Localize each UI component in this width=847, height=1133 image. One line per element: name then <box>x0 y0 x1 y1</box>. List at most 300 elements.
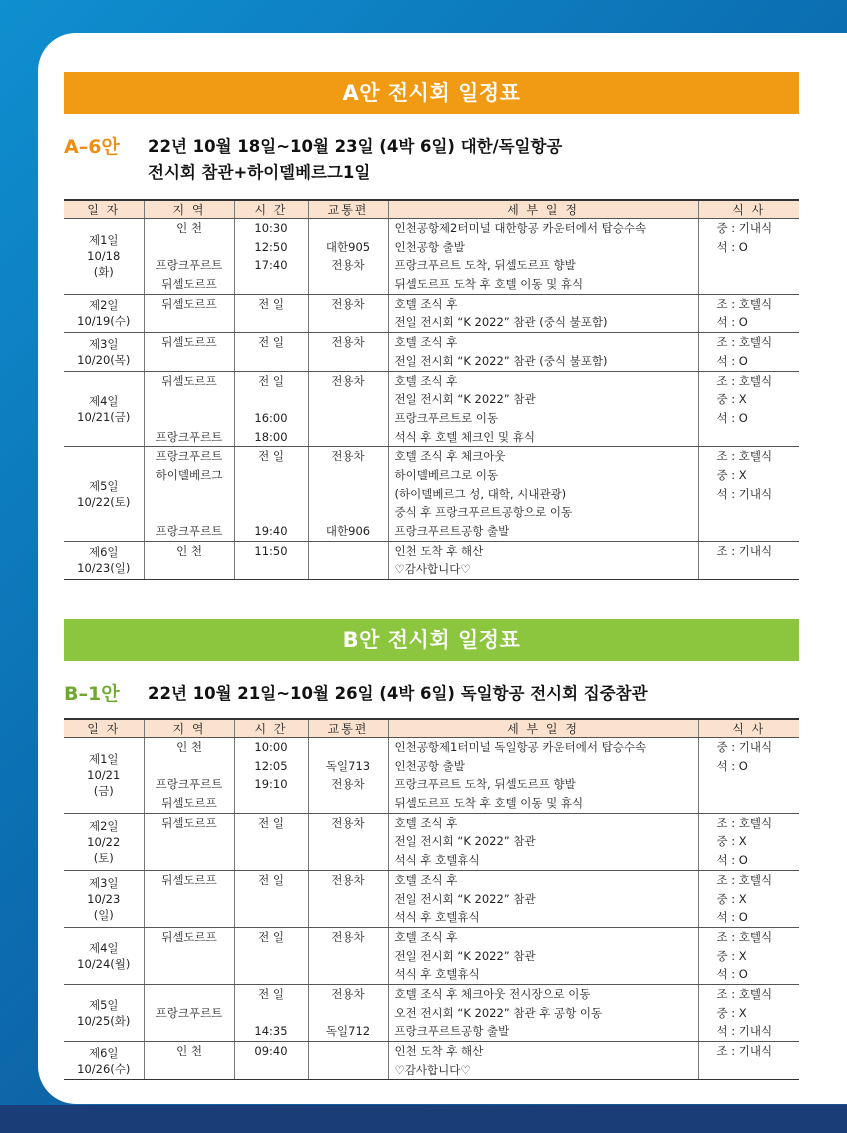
time-line <box>235 947 308 966</box>
day-detail-cell <box>388 813 698 870</box>
day-transport-cell <box>308 219 388 295</box>
region-line: 뒤셀도르프 <box>161 796 217 811</box>
meal-line: 조 : 호텔식 <box>716 449 773 464</box>
schedule-table-b <box>64 718 799 1080</box>
day-detail-cell <box>388 294 698 332</box>
day-region-cell <box>144 333 234 371</box>
region-line <box>145 409 234 428</box>
day-meal-cell <box>698 984 799 1041</box>
time-line: 11:50 <box>254 543 288 558</box>
transport-line <box>309 851 388 870</box>
region-line: 인 천 <box>176 740 202 754</box>
day-date-cell <box>64 1042 144 1080</box>
day-time-cell <box>234 541 308 579</box>
region-line <box>145 485 234 504</box>
transport-line <box>309 890 388 909</box>
meal-line: 중 : 기내식 <box>716 221 773 235</box>
day-date-text: (금) <box>93 784 114 799</box>
time-line: 12:05 <box>254 758 288 773</box>
day-row <box>64 813 799 870</box>
detail-line: 프랑크푸르트 도착, 뒤셀도르프 향발 <box>394 258 576 273</box>
transport-line: 전용차 <box>331 373 365 388</box>
meal-line <box>699 428 800 447</box>
day-detail-cell <box>388 219 698 295</box>
day-time-cell <box>234 447 308 541</box>
section-b-title-line-1: 22년 10월 21일~10월 26일 (4박 6일) 독일항공 전시회 집중참관 <box>148 684 648 703</box>
time-line: 09:40 <box>254 1044 288 1058</box>
time-line <box>235 503 308 522</box>
meal-line <box>699 794 800 813</box>
time-line: 19:10 <box>254 777 288 792</box>
day-date-cell <box>64 294 144 332</box>
meal-line: 중 : X <box>716 891 747 906</box>
transport-line: 독일713 <box>325 758 371 773</box>
day-time-cell <box>234 813 308 870</box>
detail-line: 중식 후 프랑크푸르트공항으로 이동 <box>394 505 573 520</box>
detail-line: 하이델베르그로 이동 <box>394 467 499 482</box>
day-date-text: 제1일 <box>88 233 119 248</box>
time-line: 전 일 <box>258 929 284 944</box>
time-line <box>235 352 308 371</box>
meal-line: 조 : 호텔식 <box>716 815 773 830</box>
day-transport-cell <box>308 738 388 814</box>
day-date-text: 제2일 <box>88 298 119 313</box>
detail-line: 석식 후 호텔휴식 <box>394 853 480 868</box>
header-region: 지 역 <box>144 200 234 219</box>
meal-line: 석 : O <box>716 758 748 773</box>
day-date-text: 제1일 <box>88 752 119 767</box>
transport-line: 대한905 <box>325 239 371 254</box>
day-region-cell <box>144 984 234 1041</box>
header-meal: 식 사 <box>698 200 799 219</box>
region-line: 인 천 <box>176 543 202 558</box>
day-date-cell <box>64 219 144 295</box>
transport-line: 전용차 <box>331 335 365 350</box>
day-region-cell <box>144 219 234 295</box>
day-meal-cell <box>698 447 799 541</box>
day-meal-cell <box>698 738 799 814</box>
detail-line: 프랑크푸르트 도착, 뒤셀도르프 향발 <box>394 777 576 792</box>
day-transport-cell <box>308 371 388 447</box>
transport-line <box>309 738 388 757</box>
detail-line: 인천공항제1터미널 독일항공 카운터에서 탑승수속 <box>394 740 647 754</box>
day-row <box>64 927 799 984</box>
detail-line: 인천 도착 후 해산 <box>394 1044 484 1058</box>
day-date-cell <box>64 738 144 814</box>
meal-line: 조 : 호텔식 <box>716 986 773 1001</box>
detail-line: 오전 전시회 “K 2022” 참관 후 공항 이동 <box>394 1005 603 1020</box>
day-row <box>64 1042 799 1080</box>
detail-line: 전일 전시회 “K 2022” 참관 <box>394 834 536 849</box>
detail-line: 호텔 조식 후 체크아웃 전시장으로 이동 <box>394 986 591 1001</box>
section-a-code: A–6안 <box>64 136 120 158</box>
meal-line: 조 : 호텔식 <box>716 872 773 887</box>
meal-line: 조 : 호텔식 <box>716 296 773 311</box>
day-meal-cell <box>698 541 799 579</box>
day-date-text: 제2일 <box>88 818 119 833</box>
transport-line <box>309 428 388 447</box>
detail-line: 프랑크푸르트공항 출발 <box>394 1024 510 1039</box>
day-meal-cell <box>698 333 799 371</box>
meal-line: 석 : O <box>716 239 748 254</box>
meal-line <box>699 275 800 294</box>
meal-line: 조 : 호텔식 <box>716 373 773 388</box>
day-transport-cell <box>308 813 388 870</box>
day-detail-cell <box>388 333 698 371</box>
region-line: 뒤셀도르프 <box>161 277 217 292</box>
day-date-cell <box>64 870 144 927</box>
day-time-cell <box>234 927 308 984</box>
region-line: 프랑크푸르트 <box>155 524 223 538</box>
day-region-cell <box>144 870 234 927</box>
day-date-text: (화) <box>93 265 114 280</box>
meal-line: 석 : O <box>716 410 748 425</box>
region-line <box>145 352 234 371</box>
detail-line: 인천공항 출발 <box>394 239 465 254</box>
meal-line: 중 : X <box>716 1005 747 1020</box>
day-date-text: 10/23(일) <box>77 561 131 576</box>
day-date-cell <box>64 984 144 1041</box>
detail-line: ♡감사합니다♡ <box>394 562 471 577</box>
time-line: 10:00 <box>254 740 288 754</box>
day-row <box>64 371 799 447</box>
time-line: 전 일 <box>258 986 284 1001</box>
day-time-cell <box>234 870 308 927</box>
transport-line: 전용차 <box>331 986 365 1001</box>
day-date-text: 10/19(수) <box>77 314 131 329</box>
detail-line: 프랑크푸르트공항 출발 <box>394 524 510 538</box>
region-line: 프랑크푸르트 <box>155 429 223 444</box>
day-region-cell <box>144 738 234 814</box>
region-line: 프랑크푸르트 <box>155 777 223 792</box>
day-detail-cell <box>388 371 698 447</box>
section-a-heading <box>64 134 799 188</box>
transport-line <box>309 542 388 561</box>
day-row <box>64 219 799 295</box>
meal-line: 조 : 호텔식 <box>716 929 773 944</box>
transport-line: 전용차 <box>331 296 365 311</box>
detail-line: 전일 전시회 “K 2022” 참관 (중식 불포함) <box>394 315 608 330</box>
day-region-cell <box>144 371 234 447</box>
header-region: 지 역 <box>144 719 234 738</box>
transport-line: 전용차 <box>331 449 365 464</box>
transport-line: 전용차 <box>331 777 365 792</box>
meal-line <box>699 522 800 541</box>
transport-line: 전용차 <box>331 258 365 273</box>
day-meal-cell <box>698 927 799 984</box>
detail-line: ♡감사합니다♡ <box>394 1062 471 1077</box>
day-date-text: 제4일 <box>88 393 119 408</box>
transport-line <box>309 352 388 371</box>
day-transport-cell <box>308 927 388 984</box>
section-b-banner: B안 전시회 일정표 <box>64 619 799 661</box>
meal-line: 석 : 기내식 <box>716 486 773 501</box>
day-time-cell <box>234 371 308 447</box>
day-transport-cell <box>308 541 388 579</box>
day-date-text: 제3일 <box>88 875 119 890</box>
transport-line <box>309 832 388 851</box>
time-line <box>235 908 308 927</box>
day-meal-cell <box>698 1042 799 1080</box>
header-transport: 교통편 <box>308 200 388 219</box>
detail-line: 전일 전시회 “K 2022” 참관 <box>394 392 536 407</box>
time-line: 전 일 <box>258 296 284 311</box>
day-date-text: 10/21(금) <box>77 409 131 424</box>
detail-line: 프랑크푸르트로 이동 <box>394 410 499 425</box>
transport-line <box>309 794 388 813</box>
meal-line: 석 : O <box>716 315 748 330</box>
day-region-cell <box>144 294 234 332</box>
day-time-cell <box>234 294 308 332</box>
section-b-code: B–1안 <box>64 683 120 705</box>
time-line <box>235 313 308 332</box>
transport-line <box>309 965 388 984</box>
region-line <box>145 890 234 909</box>
day-time-cell <box>234 738 308 814</box>
transport-line <box>309 466 388 485</box>
region-line: 뒤셀도르프 <box>161 296 217 311</box>
day-date-text: 10/18 <box>87 249 121 264</box>
time-line <box>235 890 308 909</box>
detail-line: (하이델베르그 성, 대학, 시내관광) <box>394 486 567 501</box>
region-line <box>145 390 234 409</box>
transport-line <box>309 390 388 409</box>
section-a-title-line-1: 22년 10월 18일~10월 23일 (4박 6일) 대한/독일항공 <box>148 137 563 156</box>
day-date-cell <box>64 813 144 870</box>
header-time: 시 간 <box>234 200 308 219</box>
meal-line <box>699 1061 800 1080</box>
time-line <box>235 851 308 870</box>
transport-line: 전용차 <box>331 815 365 830</box>
day-transport-cell <box>308 1042 388 1080</box>
time-line: 12:50 <box>254 239 288 254</box>
day-region-cell <box>144 447 234 541</box>
day-date-cell <box>64 333 144 371</box>
time-line <box>235 560 308 579</box>
meal-line <box>699 256 800 275</box>
day-date-text: (일) <box>93 907 114 922</box>
day-row <box>64 870 799 927</box>
day-row <box>64 294 799 332</box>
time-line: 전 일 <box>258 335 284 350</box>
day-time-cell <box>234 1042 308 1080</box>
meal-line <box>699 560 800 579</box>
region-line: 프랑크푸르트 <box>155 1005 223 1020</box>
schedule-table-a <box>64 199 799 580</box>
transport-line: 전용차 <box>331 929 365 944</box>
detail-line: 인천공항 출발 <box>394 758 465 773</box>
region-line <box>145 908 234 927</box>
region-line: 하이델베르그 <box>155 467 223 482</box>
header-date: 일 자 <box>64 719 144 738</box>
day-time-cell <box>234 984 308 1041</box>
meal-line: 석 : O <box>716 353 748 368</box>
region-line <box>145 851 234 870</box>
header-transport: 교통편 <box>308 719 388 738</box>
day-meal-cell <box>698 371 799 447</box>
meal-line: 조 : 기내식 <box>716 543 773 558</box>
detail-line: 호텔 조식 후 체크아웃 <box>394 449 506 464</box>
section-a-title-line-2: 전시회 참관+하이델베르그1일 <box>148 163 371 182</box>
detail-line: 호텔 조식 후 <box>394 872 458 887</box>
transport-line <box>309 1004 388 1023</box>
header-detail: 세 부 일 정 <box>388 200 698 219</box>
transport-line: 대한906 <box>325 524 371 538</box>
detail-line: 호텔 조식 후 <box>394 296 458 311</box>
day-date-text: (토) <box>93 850 114 865</box>
time-line <box>235 794 308 813</box>
detail-line: 호텔 조식 후 <box>394 929 458 944</box>
transport-line <box>309 275 388 294</box>
region-line: 프랑크푸르트 <box>155 449 223 464</box>
meal-line: 석 : O <box>716 853 748 868</box>
meal-line: 중 : X <box>716 948 747 963</box>
time-line: 전 일 <box>258 449 284 464</box>
transport-line <box>309 219 388 238</box>
region-line <box>145 238 234 257</box>
region-line: 뒤셀도르프 <box>161 872 217 887</box>
day-row <box>64 738 799 814</box>
header-meal: 식 사 <box>698 719 799 738</box>
region-line: 뒤셀도르프 <box>161 335 217 350</box>
region-line: 인 천 <box>176 221 202 235</box>
day-date-cell <box>64 447 144 541</box>
meal-line: 중 : X <box>716 467 747 482</box>
header-time: 시 간 <box>234 719 308 738</box>
section-a-banner: A안 전시회 일정표 <box>64 72 799 114</box>
detail-line: 호텔 조식 후 <box>394 815 458 830</box>
detail-line: 인천 도착 후 해산 <box>394 543 484 558</box>
region-line: 뒤셀도르프 <box>161 373 217 388</box>
day-detail-cell <box>388 447 698 541</box>
time-line <box>235 466 308 485</box>
time-line: 전 일 <box>258 815 284 830</box>
meal-line: 조 : 기내식 <box>716 1044 773 1058</box>
time-line <box>235 832 308 851</box>
day-date-text: 10/23 <box>87 891 121 906</box>
day-meal-cell <box>698 219 799 295</box>
day-detail-cell <box>388 984 698 1041</box>
transport-line <box>309 560 388 579</box>
time-line: 10:30 <box>254 221 288 235</box>
day-region-cell <box>144 927 234 984</box>
region-line <box>145 985 234 1004</box>
day-date-text: 10/26(수) <box>77 1061 131 1076</box>
time-line <box>235 275 308 294</box>
day-region-cell <box>144 1042 234 1080</box>
day-date-text: 10/22(토) <box>77 494 131 509</box>
transport-line <box>309 908 388 927</box>
day-detail-cell <box>388 1042 698 1080</box>
region-line <box>145 503 234 522</box>
region-line: 인 천 <box>176 1044 202 1058</box>
day-detail-cell <box>388 738 698 814</box>
time-line <box>235 1061 308 1080</box>
day-meal-cell <box>698 870 799 927</box>
detail-line: 호텔 조식 후 <box>394 335 458 350</box>
day-transport-cell <box>308 447 388 541</box>
day-transport-cell <box>308 870 388 927</box>
time-line <box>235 390 308 409</box>
detail-line: 인천공항제2터미널 대한항공 카운터에서 탑승수속 <box>394 221 647 235</box>
time-line: 16:00 <box>254 410 288 425</box>
day-row <box>64 984 799 1041</box>
meal-line: 석 : O <box>716 910 748 925</box>
region-line <box>145 1022 234 1041</box>
transport-line <box>309 1061 388 1080</box>
detail-line: 전일 전시회 “K 2022” 참관 <box>394 948 536 963</box>
time-line <box>235 965 308 984</box>
day-row <box>64 447 799 541</box>
meal-line <box>699 775 800 794</box>
day-date-text: 제6일 <box>88 1045 119 1060</box>
region-line <box>145 757 234 776</box>
day-detail-cell <box>388 927 698 984</box>
region-line: 프랑크푸르트 <box>155 258 223 273</box>
region-line <box>145 965 234 984</box>
day-transport-cell <box>308 984 388 1041</box>
header-date: 일 자 <box>64 200 144 219</box>
day-date-text: 제5일 <box>88 997 119 1012</box>
time-line <box>235 485 308 504</box>
transport-line: 전용차 <box>331 872 365 887</box>
bottom-band <box>0 1105 847 1133</box>
time-line <box>235 1004 308 1023</box>
day-date-text: 10/22 <box>87 834 121 849</box>
region-line <box>145 832 234 851</box>
transport-line <box>309 485 388 504</box>
day-time-cell <box>234 219 308 295</box>
transport-line: 독일712 <box>325 1024 371 1039</box>
day-date-cell <box>64 541 144 579</box>
meal-line <box>699 503 800 522</box>
transport-line <box>309 503 388 522</box>
region-line: 뒤셀도르프 <box>161 815 217 830</box>
time-line: 전 일 <box>258 872 284 887</box>
transport-line <box>309 313 388 332</box>
detail-line: 석식 후 호텔휴식 <box>394 967 480 982</box>
day-region-cell <box>144 541 234 579</box>
time-line: 14:35 <box>254 1024 288 1039</box>
detail-line: 석식 후 호텔휴식 <box>394 910 480 925</box>
region-line <box>145 947 234 966</box>
region-line: 뒤셀도르프 <box>161 929 217 944</box>
meal-line: 조 : 호텔식 <box>716 335 773 350</box>
day-transport-cell <box>308 294 388 332</box>
time-line: 19:40 <box>254 524 288 538</box>
day-date-text: 제4일 <box>88 940 119 955</box>
detail-line: 뒤셀도르프 도착 후 호텔 이동 및 휴식 <box>394 796 584 811</box>
day-date-text: 10/20(목) <box>77 352 131 367</box>
header-detail: 세 부 일 정 <box>388 719 698 738</box>
day-row <box>64 541 799 579</box>
day-meal-cell <box>698 813 799 870</box>
day-date-cell <box>64 927 144 984</box>
meal-line: 석 : 기내식 <box>716 1024 773 1039</box>
transport-line <box>309 409 388 428</box>
meal-line: 중 : X <box>716 392 747 407</box>
meal-line: 중 : 기내식 <box>716 740 773 754</box>
transport-line <box>309 947 388 966</box>
section-b-heading <box>64 681 799 709</box>
day-date-text: 10/21 <box>87 768 121 783</box>
time-line: 18:00 <box>254 429 288 444</box>
day-detail-cell <box>388 541 698 579</box>
time-line: 17:40 <box>254 258 288 273</box>
day-date-text: 10/24(월) <box>77 956 131 971</box>
detail-line: 뒤셀도르프 도착 후 호텔 이동 및 휴식 <box>394 277 584 292</box>
day-date-text: 제5일 <box>88 478 119 493</box>
